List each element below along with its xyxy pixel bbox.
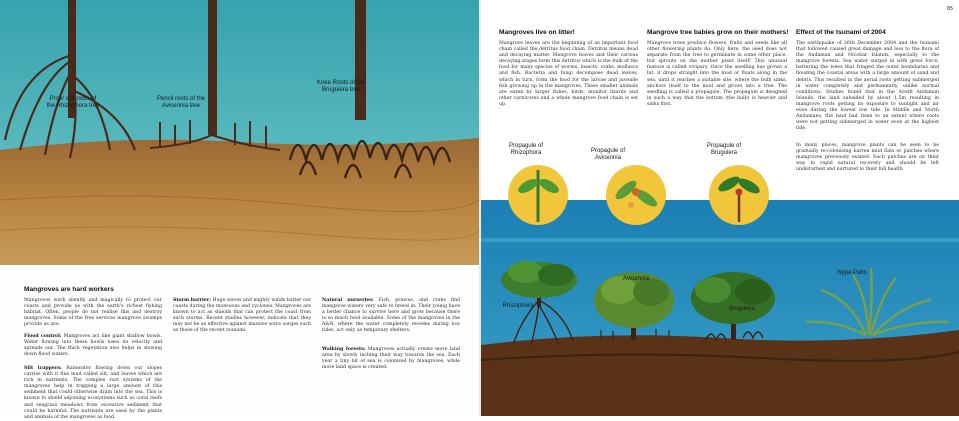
label-tree-nypa-palm: Nypa Palm [837,270,867,276]
term-walking-forests: Walking forests: [322,347,366,352]
right-page [481,0,959,416]
label-propagule-avicennia: Propagule of Avicennia [590,148,626,161]
avicennia-trunk [208,0,217,135]
paragraph-storm-barrier: Storm barrier: Huge waves and mighty winds batter our coasts during the monsoons and cyclones. Mangroves are known to act as shields that can protect the coast from such storms. Recent studies however, indicate that they may not be as effective against massive wave surges such as those of the recent tsunami. [173,298,311,334]
label-propagule-bruguiera: Propagule of Bruguiera [706,143,742,156]
label-tree-avicennia: Avicennia [623,276,649,282]
paragraph-walking-forests: Walking forests: Mangroves actually create more land area by slowly inching their way towards the sea. Each year a tiny bit of sea is colonized by mangroves, while more land space is created. [322,347,460,371]
bruguiera-trunk [355,0,366,120]
paragraph-natural-nurseries: Natural nurseries: Fish, prawns, and crabs find mangrove waters very safe to breed in. Their young have a better chance to survive here and grow because there is so much food available. Some of the mangroves in the A&N, where the water completely recedes during low tides, act only as temporary shelters. [322,298,461,334]
term-storm-barrier: Storm barrier: [173,298,211,303]
label-pencil-roots: Pencil roots of the Avicennia tree [156,96,206,109]
mud-bank [0,138,479,265]
label-tree-rhizophora: Rhizophora [502,303,534,309]
propagule-disc-rhizophora [508,165,568,225]
propagule-disc-bruguiera [709,165,769,225]
heading-hard-workers: Mangroves are hard workers [24,286,114,293]
paragraph-tsunami-1: The earthquake of 26th December 2004 and the tsunami that followed caused great damage and loss to the flora of the Andaman and Nicobar Islands, especially to the mangrove forests. Sea water surged in with great force, battering the trees that fringed the outer boundaries and flooding the coastal areas with a large amount of sand and debris. This resulted in the aerial roots getting submerged in water completely and permanently, unlike normal conditions. Studies found that in the South Andaman Islands, the land subsided by about 1.5m resulting in mangrove roots getting no exposure to sunlight and air even during the lowest low tide. In Middle and North Andamans, the land had risen to an extent where roots were not getting submerged in water even at the highest tide. [796,41,939,132]
mud-shore [481,330,959,416]
term-natural-nurseries: Natural nurseries: [322,298,374,303]
label-propagule-rhizophora: Propagule of Rhizophora [508,143,544,156]
term-silt-trappers: Silt trappers: [24,366,62,371]
paragraph-silt-trappers: Silt trappers: Rainwater flowing down our slopes carries with it fine mud called silt, and leaves which are rich in nutrients. The complex root systems of the mangroves help in trapping a large amount of this sediment that could otherwise drain into the sea. This is known to shield adjoining ecosystems such as coral reefs and seagrass meadows from excessive sediment that could be harmful. The nutrients are used by the plants and animals of the mangroves as food. [24,366,162,420]
left-page [0,0,479,420]
paragraph-tsunami-2: In many places, mangrove plants can be seen to be gradually re-colonising barren mud flats or patches where mangroves previously existed. Such patches are on their way to rapid natural recovery and should be left undisturbed and nurtured to their full health. [796,143,939,173]
propagule-disc-avicennia [606,165,666,225]
term-flood-control: Flood control: [24,334,62,339]
paragraph-litter: Mangrove leaves are the beginning of an important food chain called the detritus food chain. Detritus means dead and decaying matter. Mangrove leaves and their various decaying stages form this detritus which is the bulk of the food for many species of worms, insects, crabs, molluscs and fish. Bacteria and fungi decompose dead leaves, which in turn, form the food for the larvae and juvenile fish growing up in the mangroves. These smaller animals are eaten by larger fishes, birds, monitor lizards and other carnivores and a whole mangrove food chain is set up. [499,41,638,107]
label-tree-bruguiera: Bruguiera [728,306,755,312]
heading-tsunami: Effect of the tsunami of 2004 [796,29,886,36]
page-number: 85 [946,6,953,12]
label-knee-roots: Knee Roots of the Bruguiera tree [316,80,366,93]
paragraph-babies: Mangrove trees produce flowers, fruits and seeds like all other flowering plants do. Only here, the seed does not separate from the tree to germinate in some other place, but sprouts on the mother plant itself! This unusual feature is called vivipary. Once the seedling has grown a bit, it drops straight into the mud or floats along in the sea, until it reaches a suitable site, where the bulb sinks, anchors itself to the mud and grows into a tree. The seedling is called a propagule. The propagule is designed in such a way that the bottom (the bulb) is heavier and sinks first. [647,41,787,107]
paragraph-intro: Mangroves work silently and magically to protect our coasts and provide us with the earth's richest fishing habitat. Often, people do not realise this and destroy mangroves. Some of the free services mangrove swamps provide us are: [24,298,162,328]
heading-litter: Mangroves live on litter! [499,29,575,36]
paragraph-flood-control: Flood control: Mangroves act like giant shallow bowls. Water flowing into these bowls loses its velocity and spreads out. The thick vegetation also helps in slowing down flood waters. [24,334,163,358]
heading-babies: Mangrove tree babies grow on their mothers! [647,29,789,36]
label-prop-roots: Prop/ stilt roots of the Rhizophora tree [46,96,100,109]
